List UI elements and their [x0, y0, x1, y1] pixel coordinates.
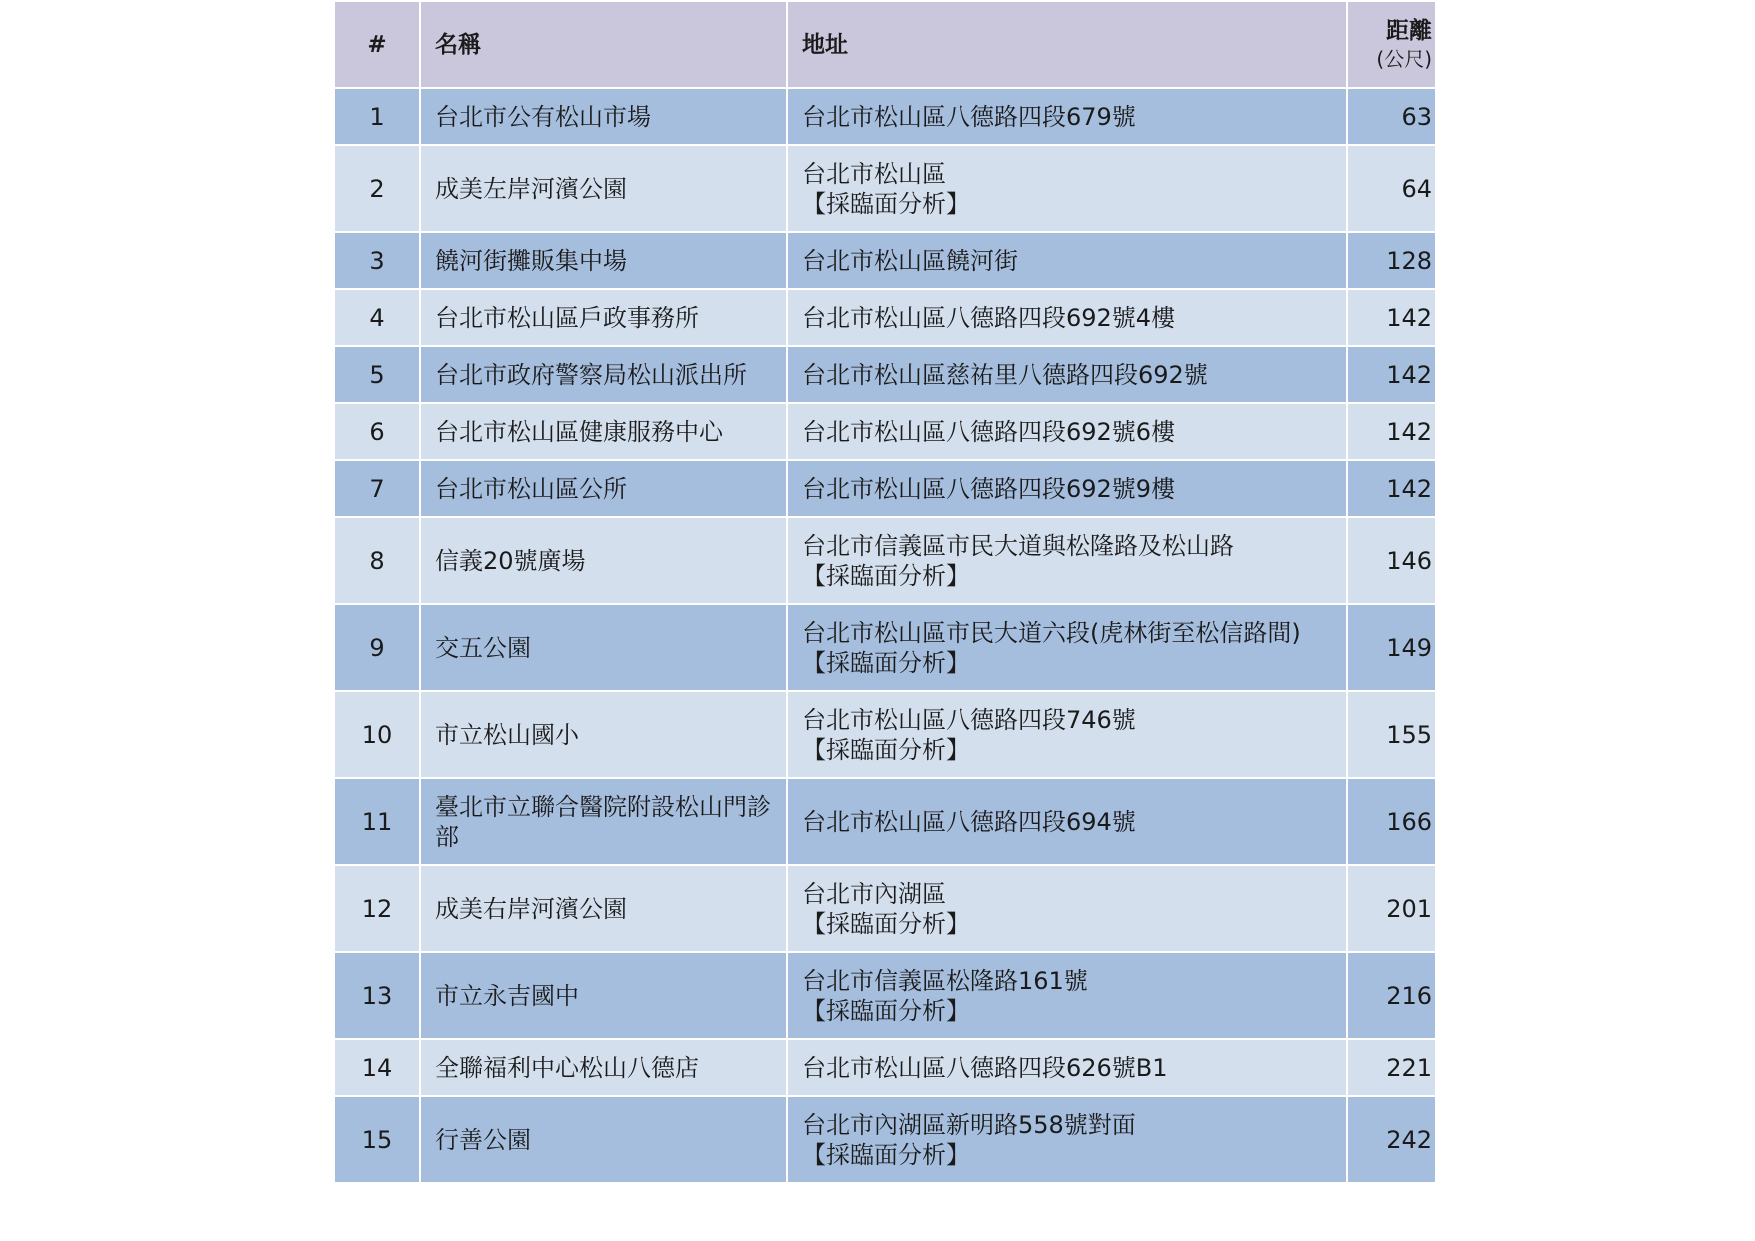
analysis-note: 【採臨面分析】 [802, 735, 970, 764]
row-number: 1 [334, 88, 420, 145]
facility-address-cell [787, 346, 1347, 403]
row-number: 15 [334, 1096, 420, 1183]
facility-address: 台北市松山區八德路四段694號 [802, 807, 1136, 836]
table-row [334, 691, 1436, 778]
table-row [334, 778, 1436, 865]
header-distance [1347, 1, 1436, 88]
facility-distance: 201 [1347, 865, 1436, 952]
facility-name: 台北市松山區戶政事務所 [420, 289, 787, 346]
facility-name: 市立松山國小 [420, 691, 787, 778]
facility-address-cell [787, 865, 1347, 952]
table-row [334, 460, 1436, 517]
facility-name: 行善公園 [420, 1096, 787, 1183]
table-row [334, 952, 1436, 1039]
facility-address: 台北市信義區市民大道與松隆路及松山路 [802, 531, 1234, 560]
facility-address: 台北市松山區市民大道六段(虎林街至松信路間) [802, 618, 1301, 647]
facility-name: 饒河街攤販集中場 [420, 232, 787, 289]
facility-address-cell [787, 232, 1347, 289]
facility-name: 台北市政府警察局松山派出所 [420, 346, 787, 403]
facility-address-cell [787, 778, 1347, 865]
facility-address: 台北市松山區慈祐里八德路四段692號 [802, 360, 1208, 389]
facility-address-cell [787, 952, 1347, 1039]
facility-address-cell [787, 403, 1347, 460]
row-number: 5 [334, 346, 420, 403]
facility-address: 台北市松山區八德路四段692號9樓 [802, 474, 1176, 503]
facility-address-cell [787, 289, 1347, 346]
facility-distance: 142 [1347, 346, 1436, 403]
facility-distance-table [333, 0, 1437, 1184]
facility-address-cell [787, 604, 1347, 691]
table-body [334, 88, 1436, 1183]
row-number: 8 [334, 517, 420, 604]
facility-distance: 128 [1347, 232, 1436, 289]
facility-distance: 149 [1347, 604, 1436, 691]
table-row [334, 403, 1436, 460]
facility-address: 台北市信義區松隆路161號 [802, 966, 1088, 995]
table-row [334, 604, 1436, 691]
facility-name: 信義20號廣場 [420, 517, 787, 604]
facility-distance: 142 [1347, 460, 1436, 517]
facility-distance: 242 [1347, 1096, 1436, 1183]
facility-address-cell [787, 460, 1347, 517]
facility-address-cell [787, 145, 1347, 232]
analysis-note: 【採臨面分析】 [802, 1140, 970, 1169]
facility-distance: 142 [1347, 403, 1436, 460]
table-row [334, 346, 1436, 403]
table-header [334, 1, 1436, 88]
row-number: 7 [334, 460, 420, 517]
facility-address-cell [787, 88, 1347, 145]
facility-address: 台北市松山區饒河街 [802, 246, 1018, 275]
facility-address: 台北市松山區八德路四段692號4樓 [802, 303, 1176, 332]
header-num: # [334, 1, 420, 88]
facility-name: 台北市公有松山市場 [420, 88, 787, 145]
analysis-note: 【採臨面分析】 [802, 909, 970, 938]
facility-distance: 142 [1347, 289, 1436, 346]
table-row [334, 88, 1436, 145]
facility-distance: 63 [1347, 88, 1436, 145]
row-number: 4 [334, 289, 420, 346]
row-number: 9 [334, 604, 420, 691]
row-number: 14 [334, 1039, 420, 1096]
analysis-note: 【採臨面分析】 [802, 996, 970, 1025]
header-distance-unit: (公尺) [1376, 46, 1432, 71]
table-row [334, 865, 1436, 952]
row-number: 6 [334, 403, 420, 460]
table-row [334, 1039, 1436, 1096]
row-number: 2 [334, 145, 420, 232]
header-address: 地址 [787, 1, 1347, 88]
facility-name: 成美右岸河濱公園 [420, 865, 787, 952]
analysis-note: 【採臨面分析】 [802, 561, 970, 590]
facility-name: 市立永吉國中 [420, 952, 787, 1039]
facility-distance-table-container [333, 0, 1435, 1184]
facility-address: 台北市松山區八德路四段679號 [802, 102, 1136, 131]
header-row [334, 1, 1436, 88]
table-row [334, 1096, 1436, 1183]
header-name: 名稱 [420, 1, 787, 88]
row-number: 10 [334, 691, 420, 778]
facility-address-cell [787, 517, 1347, 604]
facility-address: 台北市松山區八德路四段626號B1 [802, 1053, 1168, 1082]
facility-name: 台北市松山區健康服務中心 [420, 403, 787, 460]
facility-name: 成美左岸河濱公園 [420, 145, 787, 232]
facility-distance: 216 [1347, 952, 1436, 1039]
facility-address: 台北市松山區 [802, 159, 946, 188]
header-distance-label: 距離 [1386, 17, 1432, 44]
table-row [334, 517, 1436, 604]
facility-name: 臺北市立聯合醫院附設松山門診部 [420, 778, 787, 865]
facility-distance: 155 [1347, 691, 1436, 778]
facility-address: 台北市內湖區新明路558號對面 [802, 1110, 1136, 1139]
facility-name: 全聯福利中心松山八德店 [420, 1039, 787, 1096]
table-row [334, 232, 1436, 289]
facility-address: 台北市松山區八德路四段692號6樓 [802, 417, 1176, 446]
facility-address: 台北市松山區八德路四段746號 [802, 705, 1136, 734]
facility-address-cell [787, 1096, 1347, 1183]
facility-distance: 64 [1347, 145, 1436, 232]
facility-name: 台北市松山區公所 [420, 460, 787, 517]
facility-distance: 146 [1347, 517, 1436, 604]
row-number: 11 [334, 778, 420, 865]
facility-distance: 221 [1347, 1039, 1436, 1096]
analysis-note: 【採臨面分析】 [802, 648, 970, 677]
facility-distance: 166 [1347, 778, 1436, 865]
facility-address: 台北市內湖區 [802, 879, 946, 908]
row-number: 3 [334, 232, 420, 289]
facility-address-cell [787, 1039, 1347, 1096]
facility-address-cell [787, 691, 1347, 778]
analysis-note: 【採臨面分析】 [802, 189, 970, 218]
table-row [334, 145, 1436, 232]
row-number: 13 [334, 952, 420, 1039]
table-row [334, 289, 1436, 346]
facility-name: 交五公園 [420, 604, 787, 691]
row-number: 12 [334, 865, 420, 952]
